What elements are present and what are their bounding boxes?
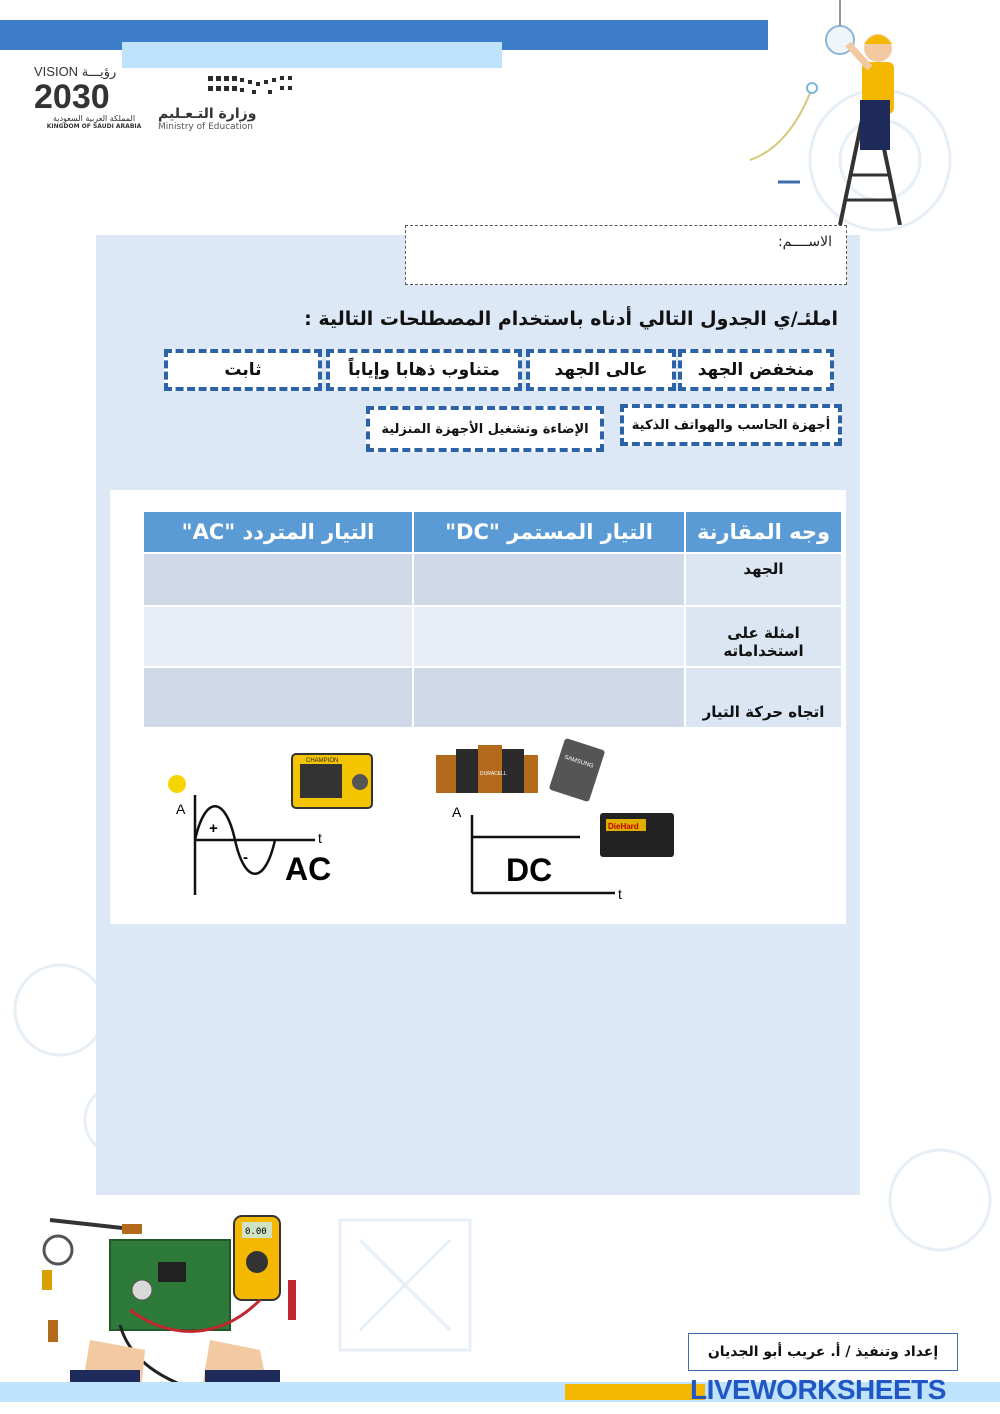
comparison-table	[142, 510, 843, 729]
car-battery-brand: DieHard	[608, 822, 639, 831]
vision-text: VISION رؤيـــة	[34, 64, 117, 79]
ac-minus-sign: -	[243, 849, 248, 866]
kingdom-ar: المملكة العربية السعودية	[52, 114, 136, 123]
circuit-repair-illustration	[30, 1190, 320, 1400]
row-uses-label: امثلة على استخداماته	[686, 607, 841, 666]
table-row	[144, 607, 841, 666]
footer-accent-bar	[565, 1384, 705, 1400]
header-accent-bar	[122, 42, 502, 68]
liveworksheets-text: LIVEWORKSHEETS	[690, 1374, 946, 1405]
drop-cell-dc-direction[interactable]	[414, 668, 684, 727]
battery-brand: DURACELL	[480, 771, 507, 777]
term-low-voltage[interactable]: منخفض الجهد	[678, 349, 834, 391]
ac-current-figure	[150, 740, 390, 910]
phone-battery-icon	[549, 738, 606, 802]
header-ac: التيار المتردد "AC"	[144, 512, 412, 552]
header-dc: التيار المستمر "DC"	[414, 512, 684, 552]
term-high-voltage[interactable]: عالى الجهد	[526, 349, 676, 391]
vision-year: 2030	[34, 78, 110, 116]
generator-icon	[292, 754, 372, 808]
drop-cell-ac-direction[interactable]	[144, 668, 412, 727]
ac-axis-y-label: A	[176, 801, 186, 817]
term-constant[interactable]: ثابت	[164, 349, 322, 391]
dc-label: DC	[506, 852, 553, 888]
drop-cell-dc-voltage[interactable]	[414, 554, 684, 605]
instruction-text: املئـ/ي الجدول التالي أدناه باستخدام المصطلحات التالية :	[304, 308, 838, 330]
dc-axis-y-label: A	[452, 804, 462, 820]
table-header-row	[144, 512, 841, 552]
phone-battery-brand: SAMSUNG	[563, 754, 595, 770]
table-row	[144, 668, 841, 727]
kingdom-en: KINGDOM OF SAUDI ARABIA	[46, 123, 142, 130]
batteries-icon	[436, 745, 538, 793]
ministry-en: Ministry of Education	[158, 122, 253, 132]
term-computers[interactable]: أجهزة الحاسب والهواتف الذكية	[620, 404, 842, 446]
drop-cell-dc-uses[interactable]	[414, 607, 684, 666]
electrician-ladder-illustration	[740, 0, 1000, 225]
ministry-emblem-icon	[206, 72, 306, 102]
car-battery-icon	[600, 813, 674, 857]
ministry-ar: وزارة التـعـليم	[158, 106, 257, 122]
name-label: الاســــم:	[777, 234, 832, 250]
term-lighting[interactable]: الإضاءة وتشغيل الأجهزة المنزلية	[366, 406, 604, 452]
vision-2030-logo	[34, 64, 154, 144]
dc-axis-x-label: t	[618, 886, 622, 902]
generator-brand: CHAMPION	[306, 758, 339, 764]
ac-plus-sign: +	[209, 820, 218, 837]
header-comparison: وجه المقارنة	[686, 512, 841, 552]
ministry-logo	[158, 72, 308, 142]
dc-current-figure	[420, 735, 690, 915]
yellow-dot-icon	[168, 775, 186, 793]
credit-box: إعداد وتنفيذ / أ. عريب أبو الجديان	[688, 1333, 958, 1371]
ac-axis-x-label: t	[318, 830, 322, 846]
multimeter-display: 0.00	[245, 1227, 267, 1237]
table-row	[144, 554, 841, 605]
liveworksheets-logo[interactable]	[690, 1374, 946, 1406]
ac-label: AC	[285, 851, 332, 887]
term-alternating[interactable]: متناوب ذهابا وإياباً	[326, 349, 522, 391]
name-field[interactable]	[405, 225, 847, 285]
drop-cell-ac-voltage[interactable]	[144, 554, 412, 605]
row-voltage-label: الجهد	[686, 554, 841, 605]
row-direction-label: اتجاه حركة التيار	[686, 668, 841, 727]
drop-cell-ac-uses[interactable]	[144, 607, 412, 666]
